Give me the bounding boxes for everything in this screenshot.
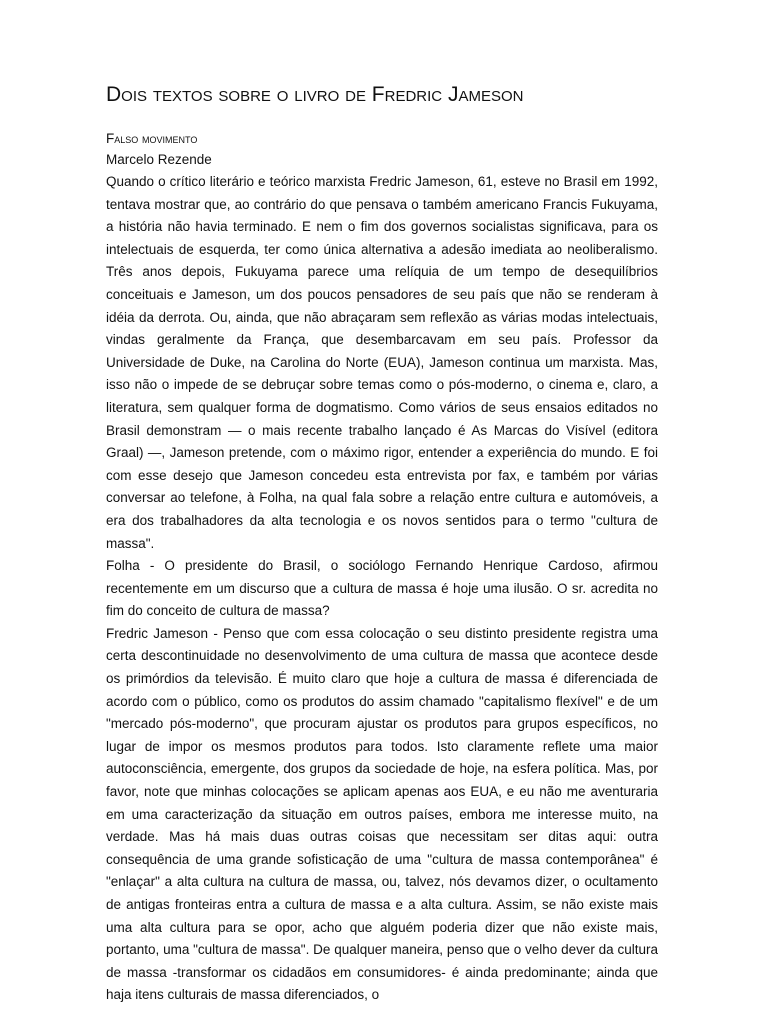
- paragraph-answer: Fredric Jameson - Penso que com essa colocação o seu distinto presidente registra uma certa descontinuidade no desenvolvimento de uma cultura de massa que acontece desde os primórdios da televisão. É muito claro que hoje a cultura de massa é diferenciada de acordo com o público, como os produtos do assim chamado "capitalismo flexível" e de um "mercado pós-moderno", que procuram ajustar os produtos para grupos específicos, no lugar de impor os mesmos produtos para todos. Isto claramente reflete uma maior autoconsciência, emergente, dos grupos da sociedade de hoje, na esfera política. Mas, por favor, note que minhas colocações se aplicam apenas aos EUA, e eu não me aventuraria em uma caracterização da situação em outros países, embora me interesse muito, na verdade. Mas há mais duas outras coisas que necessitam ser ditas aqui: outra consequência de uma grande sofisticação de uma "cultura de massa contemporânea" é "enlaçar" a alta cultura na cultura de massa, ou, talvez, nós devamos dizer, o ocultamento de antigas fronteiras entra a cultura de massa e a alta cultura. Assim, se não existe mais uma alta cultura para se opor, acho que alguém poderia dizer que não existe mais, portanto, uma "cultura de massa". De qualquer maneira, penso que o velho dever da cultura de massa -transformar os cidadãos em consumidores- é ainda predominante; ainda que haja itens culturais de massa diferenciados, o: [106, 625, 658, 1003]
- section-label: Falso movimento: [106, 131, 198, 146]
- author-name: Marcelo Rezende: [106, 152, 212, 167]
- document-page: [106, 80, 658, 1007]
- document-title: Dois textos sobre o livro de Fredric Jameson: [106, 83, 524, 106]
- paragraph-intro: Quando o crítico literário e teórico marxista Fredric Jameson, 61, esteve no Brasil em 1992, tentava mostrar que, ao contrário do que pensava o também americano Francis Fukuyama, a história não havia terminado. E nem o fim dos governos socialistas significava, para os intelectuais de esquerda, ter como única alternativa a adesão imediata ao neoliberalismo. Três anos depois, Fukuyama parece uma relíquia de um tempo de desequilíbrios conceituais e Jameson, um dos poucos pensadores de seu país que não se renderam à idéia da derrota. Ou, ainda, que não abraçaram sem reflexão as várias modas intelectuais, vindas geralmente da França, que desembarcavam em seu país. Professor da Universidade de Duke, na Carolina do Norte (EUA), Jameson continua um marxista. Mas, isso não o impede de se debruçar sobre temas como o pós-moderno, o cinema e, claro, a literatura, sem qualquer forma de dogmatismo. Como vários de seus ensaios editados no Brasil demonstram — o mais recente trabalho lançado é As Marcas do Visível (editora Graal) —, Jameson pretende, com o máximo rigor, entender a experiência do mundo. E foi com esse desejo que Jameson concedeu esta entrevista por fax, e também por várias conversar ao telefone, à Folha, na qual fala sobre a relação entre cultura e automóveis, a era dos trabalhadores da alta tecnologia e os novos sentidos para o termo "cultura de massa".: [106, 174, 658, 551]
- paragraph-question: Folha - O presidente do Brasil, o sociólogo Fernando Henrique Cardoso, afirmou recentemente em um discurso que a cultura de massa é hoje uma ilusão. O sr. acredita no fim do conceito de cultura de massa?: [106, 558, 658, 619]
- article-body: [106, 171, 658, 1007]
